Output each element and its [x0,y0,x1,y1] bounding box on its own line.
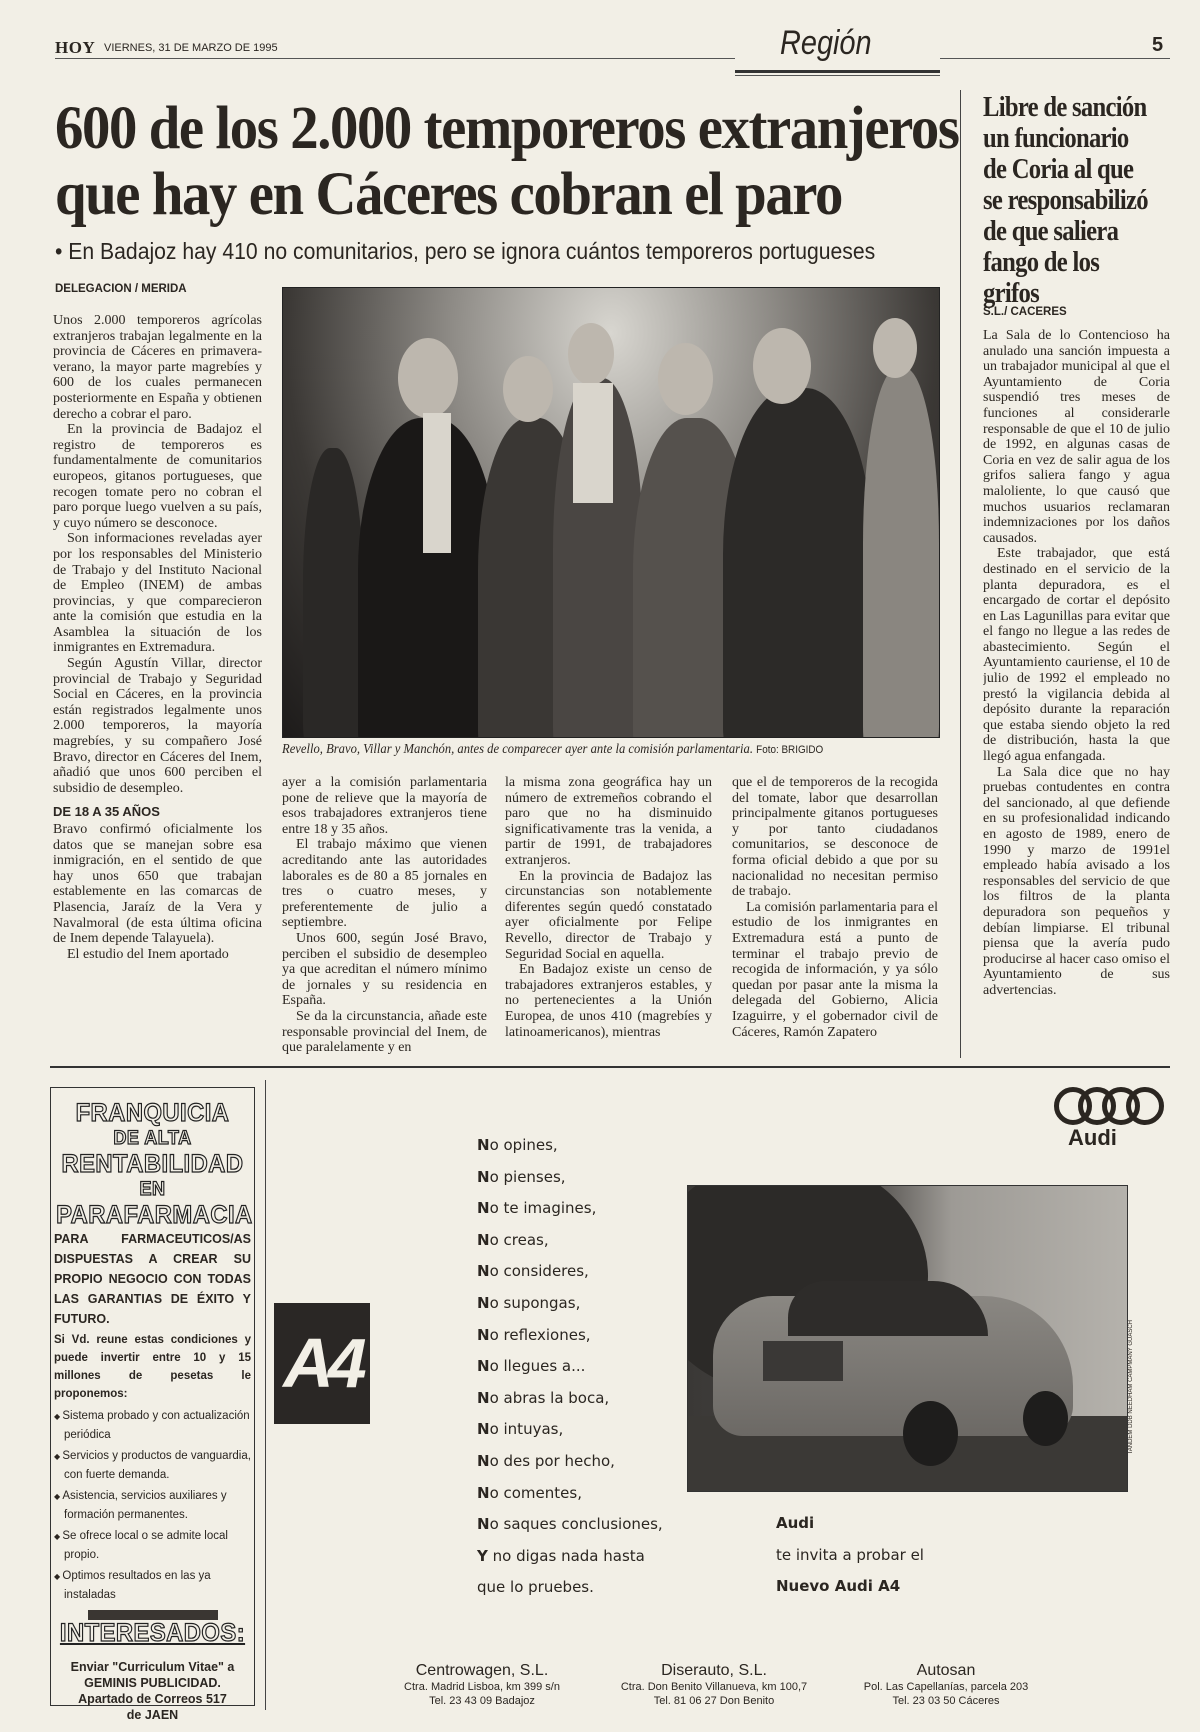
contact-line: de JAEN [126,1708,179,1722]
copy-line-initial: N [477,1420,490,1439]
copy-line-text: o comentes, [489,1483,582,1502]
car-wheel [1023,1391,1068,1446]
photo-credit: Foto: BRIGIDO [756,744,824,756]
photo-figure [723,388,873,738]
copy-line-text: o llegues a... [489,1357,586,1376]
ad-lead: PARA FARMACEUTICOS/AS DISPUESTAS A CREAR SU PROPIO NEGOCIO CON TODAS LAS GARANTIAS DE ÉXITO Y FUTURO. [54,1232,251,1326]
article-paragraph: Bravo confirmó oficialmente los datos que se manejan sobre esa inmigración, en el sentido de que hay unos 650 que trabajan establemente en las comarcas de Plasencia, Jaraíz de la Vera y Navalmoral (de esta última oficina de Inem depende Talayuela). [53,822,262,947]
article-subheading: DE 18 A 35 AÑOS [53,804,160,820]
contact-line: Enviar "Curriculum Vitae" a [70,1660,235,1674]
ad-contact [51,1659,254,1723]
car-windows [788,1281,988,1336]
agency-credit: TANDEM DDB NEEDHAM CAMPMANY GUASCH [1128,1320,1134,1455]
dealer-centrowagen [362,1662,602,1708]
dealer-name: Centrowagen, S.L. [415,1662,549,1679]
copy-line-text: o reflexiones, [489,1325,591,1344]
copy-line-text: que lo pruebes. [477,1578,594,1597]
article-paragraph: En la provincia de Badajoz el registro de temporeros es fundamentalmente de comunitarios europeos, gitanos portugueses, que recogen tomate pero no cobran el paro porque luego vuelven a su país, y cuyo número se desconoce. [53,422,262,531]
article-column-4 [732,775,938,1055]
ad-title-line: FRANQUICIA [75,1099,230,1127]
copy-line [477,1351,663,1383]
franchise-ad [50,1087,255,1722]
copy-line [477,1225,663,1257]
side-byline: S.L./ CACERES [983,306,1067,318]
article-paragraph: La comisión parlamentaria para el estudio de los inmigrantes en Extremadura está a punto de terminar el trabajo previo de recogida de información, y ya sólo quedan por pasar ante la misma la delegada del Gobierno, Alicia Izaguirre, y el gobernador civil de Cáceres, Ramón Zapatero [732,899,938,1040]
dealer-name: Diserauto, S.L. [661,1662,767,1679]
copy-line [477,1320,663,1352]
copy-line [477,1383,663,1415]
ad-bullet: ◆ Servicios y productos de vanguardia, con fuerte demanda. [54,1447,251,1484]
article-column-2 [282,775,487,1055]
car-grille [763,1341,843,1381]
article-column-1 [53,313,262,1058]
headline-line: Libre de sanción [983,92,1147,123]
subheadline: • En Badajoz hay 410 no comunitarios, pero se ignora cuántos temporeros portugueses [55,238,876,264]
dealer-phone: Tel. 23 03 50 Cáceres [892,1695,1000,1707]
dealer-address: Pol. Las Capellanías, parcela 203 [863,1681,1029,1693]
photo-face [753,328,811,404]
header-rule [55,58,735,59]
article-paragraph: ayer a la comisión parlamentaria pone de relieve que la mayoría de esos trabajadores extranjeros tiene entre 18 y 35 años. [282,775,487,837]
article-paragraph: Son informaciones reveladas ayer por los responsables del Ministerio de Trabajo y del Instituto Nacional de Empleo (INEM) de ambas provincias, y que comparecieron ante la comisión que estudia en la Asamblea la situación de los inmigrantes en Extremadura. [53,531,262,656]
copy-line-text: o creas, [489,1230,549,1249]
photo-face [503,356,553,422]
article-paragraph: Según Agustín Villar, director provincial de Trabajo y Seguridad Social en Cáceres, en la provincia están registrados legalmente unos 2.000 temporeros, la mayoría magrebíes, y su compañero José Bravo, director en Cáceres del Inem, añadió que unos 600 perciben el subsidio de desempleo. [53,656,262,796]
copy-line-text: o abras la boca, [489,1388,610,1407]
copy-line-initial: N [477,1325,490,1344]
dealer-diserauto [594,1662,834,1708]
ad-title-line: EN [139,1179,166,1200]
audi-ring-icon [1126,1087,1164,1125]
copy-line [477,1162,663,1194]
ad-intro: Si Vd. reune estas condiciones y puede invertir entre 10 y 15 millones de pesetas le proponemos: [54,1334,251,1400]
article-paragraph: En Badajoz existe un censo de trabajadores extranjeros estables, y no pertenecientes a la Unión Europea, de unos 410 (magrebíes y latinoamericanos), mientras [505,962,712,1040]
copy-line [477,1446,663,1478]
article-paragraph: Unos 2.000 temporeros agrícolas extranjeros trabajan legalmente en la provincia de Cáceres en primavera-verano, la mayor parte magrebíes y 600 de los cuales permanecen posteriormente en España y obtienen derecho a cobrar el paro. [53,313,262,422]
copy-line [477,1478,663,1510]
ad-cta: INTERESADOS: [59,1619,246,1647]
section-underline-thin [735,75,940,76]
ad-title-line: RENTABILIDAD [61,1150,244,1178]
copy-line-initial: N [477,1293,490,1312]
article-paragraph: La Sala dice que no hay pruebas contudentes en contra del sancionado, al que defiende en su profesionalidad indicando en agosto de 1989, enero de 1990 y marzo de 1991el empleado había avisado a los responsables del servicio de que los filtros de la planta depuradora son pequeños y debían limpiarse. El tribunal piensa que la avería pudo producirse al hacer caso omiso el Ayuntamiento de sus advertencias. [983,764,1170,998]
photo-face [568,323,614,385]
news-photo [282,287,940,738]
copy-line [477,1256,663,1288]
article-paragraph: la misma zona geográfica hay un número de extremeños cobrando el paro que no ha disminuido significativamente tras la venida, a partir de 1991, de trabajadores extranjeros. [505,775,712,868]
copy-line [477,1288,663,1320]
audi-wordmark: Audi [1068,1125,1117,1150]
ad-bullet: ◆ Asistencia, servicios auxiliares y formación permanentes. [54,1487,251,1524]
headline-line: 600 de los 2.000 temporeros extranjeros [55,95,959,162]
copy-line-text: no digas nada hasta [487,1546,645,1565]
copy-line-text: o supongas, [489,1293,581,1312]
copy-line-initial: N [477,1388,490,1407]
dealer-address: Ctra. Madrid Lisboa, km 399 s/n [404,1681,560,1693]
copy-line-initial: N [477,1136,490,1154]
contact-line: GEMINIS PUBLICIDAD. [84,1676,221,1690]
copy-line-initial: N [477,1230,490,1249]
section-title: Región [780,24,872,62]
header-rule-right [940,58,1170,59]
copy-line-text: o saques conclusiones, [489,1515,663,1534]
copy-line-initial: Y [477,1546,488,1565]
ad-title-line: PARAFARMACIA [56,1201,253,1229]
section-divider [50,1066,1170,1068]
byline: DELEGACION / MERIDA [55,283,187,295]
article-paragraph: que el de temporeros de la recogida del tomate, labor que desarrollan principalmente gitanos portugueses y por tanto ciudadanos comunitarios, se desconoce de forma oficial debido a que por su nacionalidad no necesitan permiso de trabajo. [732,775,938,900]
dealer-name: Autosan [916,1662,976,1679]
a4-badge: A4 [274,1303,370,1424]
contact-line: Apartado de Correos 517 [78,1692,227,1706]
copy-line-text: o consideres, [489,1262,589,1281]
audi-copy-lines [477,1130,663,1604]
copy-line-text: o te imagines, [489,1199,597,1218]
side-article-column [983,328,1170,1058]
copy-line [477,1572,663,1604]
copy-line-text: o des por hecho, [489,1451,615,1470]
ad-bullet: ◆ Optimos resultados en las ya instaladas [54,1567,251,1604]
copy-line [477,1130,663,1162]
masthead: HOY [55,38,96,57]
article-paragraph: La Sala de lo Contencioso ha anulado una sanción impuesta a un trabajador municipal al que el Ayuntamiento de Coria suspendió tres meses de funciones al considerarle responsable de que el 10 de julio de 1992, en algunas casas de Coria en vez de salir agua de los grifos saliera fango y agua maloliente, lo que causó que muchos usuarios reclamaran indemnizaciones por los daños causados. [983,328,1170,546]
photo-figure [863,368,939,738]
headline-line: de Coria al que [983,154,1134,185]
ad-divider [265,1080,266,1710]
article-paragraph: En la provincia de Badajoz las circunstancias son notablemente diferentes según quedó constatado ayer oficialmente por Felipe Revello, director de Trabajo y Seguridad Social en aquella. [505,868,712,962]
car-photo [687,1185,1128,1492]
copy-line-text: o opines, [489,1136,558,1154]
photo-caption [282,742,823,758]
copy-line-initial: N [477,1262,490,1281]
caption-text: Revello, Bravo, Villar y Manchón, antes de comparecer ayer ante la comisión parlamentaria. [282,742,753,757]
copy-line [477,1414,663,1446]
column-divider [960,90,961,1058]
copy-line-initial: N [477,1357,490,1376]
headline-line: de que saliera [983,216,1119,247]
photo-figure [303,448,363,738]
copy-line-initial: N [477,1515,490,1534]
article-paragraph: Se da la circunstancia, añade este responsable provincial del Inem, de que paralelamente y en [282,1008,487,1055]
headline-line: que hay en Cáceres cobran el paro [55,161,843,228]
article-paragraph: Este trabajador, que está destinado en el servicio de la planta depuradora, es el encargado de cortar el depósito en Las Lagunillas para evitar que el fango no llegue a las redes de abastecimiento. Según el Ayuntamiento cauriense, el 10 de julio de 1992 el empleado no prestó la vigilancia debida al depósito durante la reparación que estaba siendo objeto la red de distribución, hasta la que llegó agua enfangada. [983,546,1170,765]
ad-title-line: DE ALTA [113,1128,192,1149]
tagline-line: te invita a probar el [776,1545,924,1564]
tagline-line: Audi [776,1514,815,1532]
copy-line-initial: N [477,1451,490,1470]
section-underline [735,70,940,73]
copy-line-initial: N [477,1167,490,1186]
copy-line [477,1541,663,1573]
copy-line-initial: N [477,1483,490,1502]
ad-bullet: ◆ Se ofrece local o se admite local propio. [54,1527,251,1564]
copy-line-initial: N [477,1199,490,1218]
dealer-autosan [826,1662,1066,1708]
photo-shirt [573,383,613,503]
dealer-phone: Tel. 81 06 27 Don Benito [653,1695,775,1707]
copy-line [477,1509,663,1541]
copy-line-text: o pienses, [489,1167,566,1186]
photo-face [398,338,458,418]
audi-tagline [776,1508,924,1603]
headline-line: se responsabilizó [983,185,1148,216]
article-paragraph: Unos 600, según José Bravo, perciben el subsidio de desempleo ya que acreditan el número mínimo de jornales y su residencia en España. [282,930,487,1009]
photo-shirt [423,413,451,553]
ad-bullets [51,1407,254,1604]
copy-line [477,1193,663,1225]
article-column-3 [505,775,712,1055]
issue-date: VIERNES, 31 DE MARZO DE 1995 [104,42,278,54]
photo-face [873,318,917,378]
ad-bullet: ◆ Sistema probado y con actualización periódica [54,1407,251,1444]
page-number: 5 [1152,34,1164,56]
dealer-phone: Tel. 23 43 09 Badajoz [429,1695,535,1707]
photo-face [658,343,713,415]
article-paragraph: El estudio del Inem aportado [67,946,229,962]
headline-line: fango de los grifos [983,247,1100,309]
copy-line-text: o intuyas, [489,1420,564,1439]
article-paragraph: El trabajo máximo que vienen acreditando ante las autoridades laborales es de 80 a 85 jornales en tres o cuatro meses, y preferentemente de julio a septiembre. [282,837,487,931]
tagline-line: Nuevo Audi A4 [776,1577,901,1596]
headline-line: un funcionario [983,123,1129,154]
main-headline [55,95,959,228]
car-wheel [903,1401,958,1466]
side-headline [983,92,1159,309]
dealer-address: Ctra. Don Benito Villanueva, km 100,7 [620,1681,808,1693]
